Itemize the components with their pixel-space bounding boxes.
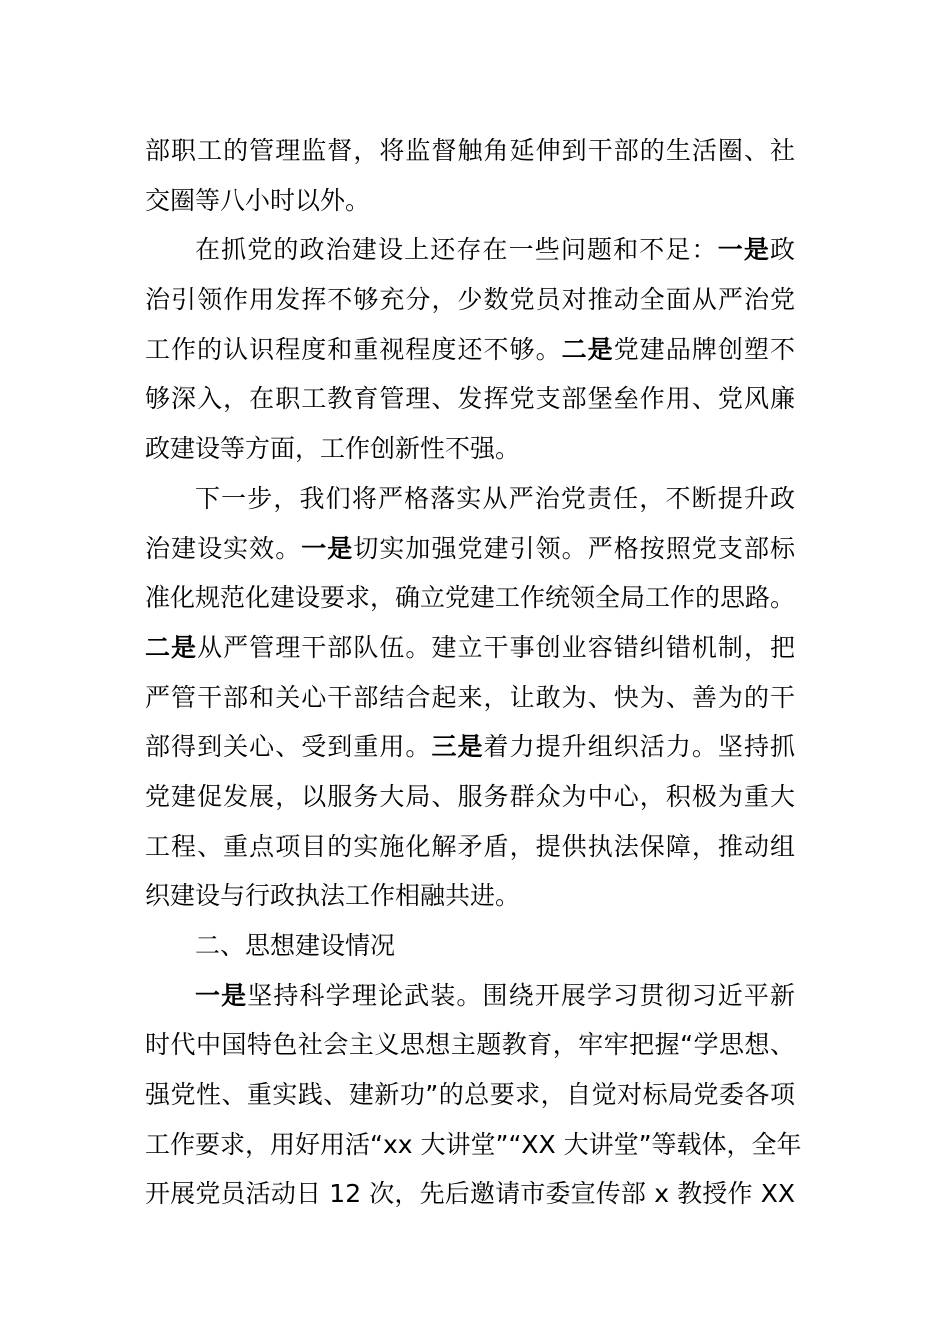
text-line: 够深入，在职工教育管理、发挥党支部堡垒作用、党风廉 [145,384,795,414]
bold-marker: 一是 [301,533,354,563]
text-line: 工作的认识程度和重视程度还不够。二是党建品牌创塑不 [145,334,795,364]
bold-marker: 三是 [431,732,484,762]
text-line: 治建设实效。一是切实加强党建引领。严格按照党支部标 [145,533,795,563]
text-line: 准化规范化建设要求，确立党建工作统领全局工作的思路。 [145,583,796,613]
text-line: 交圈等八小时以外。 [145,185,371,215]
text-line: 部得到关心、受到重用。三是着力提升组织活力。坚持抓 [145,732,795,762]
bold-marker: 一是 [717,235,770,265]
text-line: 工作要求，用好用活“xx 大讲堂”“XX 大讲堂”等载体，全年 [145,1129,802,1159]
document-page [145,126,802,1219]
section-heading: 二、思想建设情况 [195,931,396,960]
text-line: 工程、重点项目的实施化解矛盾，提供执法保障，推动组 [145,831,795,861]
text-line: 政建设等方面，工作创新性不强。 [145,434,521,464]
text-line: 开展党员活动日 12 次，先后邀请市委宣传部 x 教授作 XX [145,1179,795,1209]
text-line: 部职工的管理监督，将监督触角延伸到干部的生活圈、社 [145,136,795,165]
bold-marker: 二是 [145,632,198,662]
text-line: 严管干部和关心干部结合起来，让敢为、快为、善为的干 [145,682,795,712]
text-line: 二是从严管理干部队伍。建立干事创业容错纠错机制，把 [145,632,795,662]
bold-marker: 一是 [195,980,248,1010]
text-line: 党建促发展，以服务大局、服务群众为中心，积极为重大 [145,781,795,811]
text-line: 一是坚持科学理论武装。围绕开展学习贯彻习近平新 [195,980,795,1010]
text-line: 下一步，我们将严格落实从严治党责任，不断提升政 [195,483,795,513]
text-line: 时代中国特色社会主义思想主题教育，牢牢把握“学思想、 [145,1030,795,1060]
text-line: 治引领作用发挥不够充分，少数党员对推动全面从严治党 [145,285,795,315]
text-line: 在抓党的政治建设上还存在一些问题和不足：一是政 [195,235,795,265]
text-line: 强党性、重实践、建新功”的总要求，自觉对标局党委各项 [145,1080,795,1110]
text-line: 织建设与行政执法工作相融共进。 [145,881,521,911]
bold-marker: 二是 [561,334,614,364]
